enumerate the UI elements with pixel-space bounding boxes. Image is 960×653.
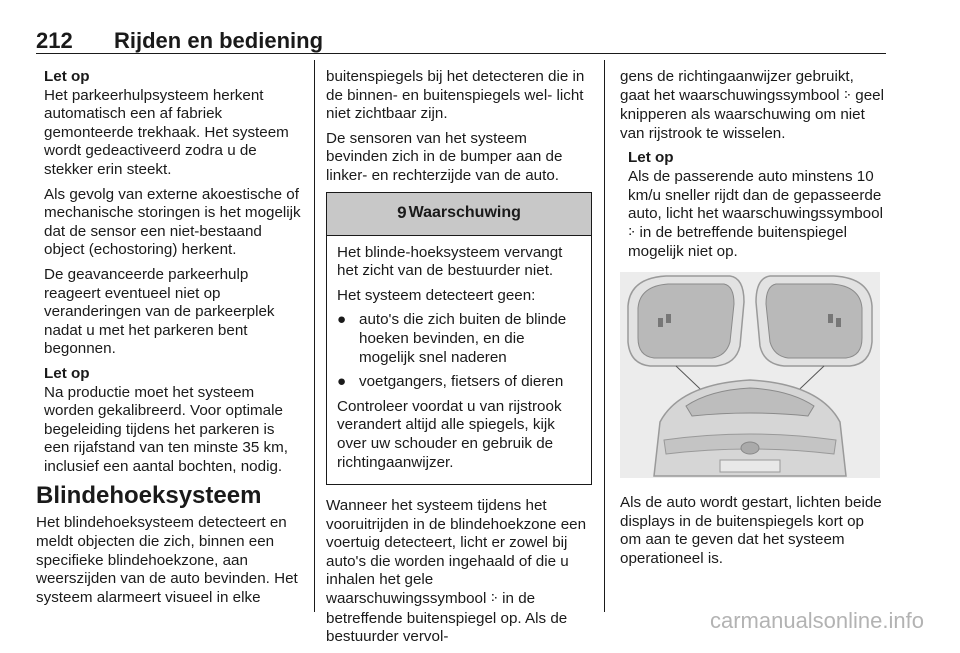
note-paragraph: Na productie moet het systeem worden gekalibreerd. Voor optimale begeleiding tijdens het parkeren is een rijafstand van ten minste 35 km, inclusief een aantal bochten, nodig. [44,383,288,475]
column-3 [620,68,886,574]
watermark: carmanualsonline.info [709,608,924,633]
bullet-icon: ● [337,373,347,391]
warning-title: Waarschuwing [408,204,521,222]
mirror-illustration [620,272,880,478]
list-item-text: auto's die zich buiten de blinde hoeken bevinden, en die mogelijk snel naderen [359,311,567,366]
body-paragraph: Als de auto wordt gestart, lichten beide displays in de buitenspiegels kort op om aan te geven dat het systeem operationeel is. [620,493,882,567]
list-item [337,373,581,392]
body-paragraph: Het blindehoeksysteem detecteert en meldt objecten die zich, binnen een specifieke blindehoekzone, aan weerszijden van de auto bevinden. Het systeem alarmeert visueel in elke [36,514,298,606]
text-run: in de betreffende buitenspiegel op. Als de bestuurder vervol- [326,590,568,646]
warning-body [327,236,591,485]
body-paragraph [326,497,592,647]
column-divider-2 [604,60,605,612]
bullet-icon: ● [337,311,347,329]
warning-paragraph: Het blinde-hoeksysteem vervangt het zicht van de bestuurder niet. [337,243,563,280]
column-divider-1 [314,60,315,612]
note-paragraph: De geavanceerde parkeerhulp reageert eventueel niet op veranderingen van de parkeerplek nadat u met het parkeren bent begonnen. [44,265,275,358]
warning-header [327,193,591,236]
chapter-title: Rijden en bediening [114,28,324,53]
note-paragraph [628,168,886,262]
column-1 [36,68,302,613]
note-block-2 [36,365,302,477]
text-run: geel knipperen als waarschuwing om niet van rijstrook te wisselen. [620,86,884,142]
blind-spot-warning-icon: ⠕ [843,90,852,102]
list-item [337,311,581,367]
header-rule [36,53,886,54]
body-paragraph: De sensoren van het systeem bevinden zich in de bumper aan de linker- en rechterzijde van de auto. [326,129,563,184]
blind-spot-warning-icon: ⠕ [628,227,636,239]
column-2 [326,68,592,653]
note-title: Let op [44,364,90,382]
section-title: Blindehoeksysteem [36,482,262,510]
text-run: Wanneer het systeem tijdens het vooruitrijden in de blindehoekzone een voertuig detecteert, licht er zowel bij auto's die worden ingehaald of die u inhalen het gele waarschuwingssymbool [326,497,587,608]
text-run: Als de passerende auto minstens 10 km/u sneller rijdt dan de gepasseerde auto, licht het waarschuwingssymbool [628,167,883,223]
warning-paragraph: Controleer voordat u van rijstrook verandert altijd alle spiegels, kijk over uw schouder en gebruik de richtingaanwijzer. [337,397,562,471]
text-run: gens de richtingaanwijzer gebruikt, gaat het waarschuwingssymbool [620,68,854,104]
note-title: Let op [44,68,90,85]
blind-spot-warning-icon: ⠕ [490,594,498,606]
body-paragraph [620,68,886,143]
page-header [36,28,886,52]
warning-box [326,192,592,486]
note-title: Let op [628,149,674,167]
note-paragraph: Het parkeerhulpsysteem herkent automatisch een af fabriek gemonteerde trekhaak. Het systeem wordt gedeactiveerd zodra u de stekker erin steekt. [44,86,289,178]
page-number: 212 [36,28,73,53]
warning-paragraph: Het systeem detecteert geen: [337,286,536,304]
list-item-text: voetgangers, fietsers of dieren [359,373,564,391]
note-block-3 [620,149,886,262]
text-run: in de betreffende buitenspiegel mogelijk niet op. [628,223,847,261]
note-block-1 [36,68,302,359]
mirror-car-drawing [620,272,880,478]
body-paragraph: buitenspiegels bij het detecteren die in de binnen- en buitenspiegels wel- licht niet zichtbaar zijn. [326,68,585,123]
note-paragraph: Als gevolg van externe akoestische of mechanische storingen is het mogelijk dat de sensor een niet-bestaand object (echostoring) herkent. [44,185,301,259]
warning-icon: 9 [397,203,407,223]
